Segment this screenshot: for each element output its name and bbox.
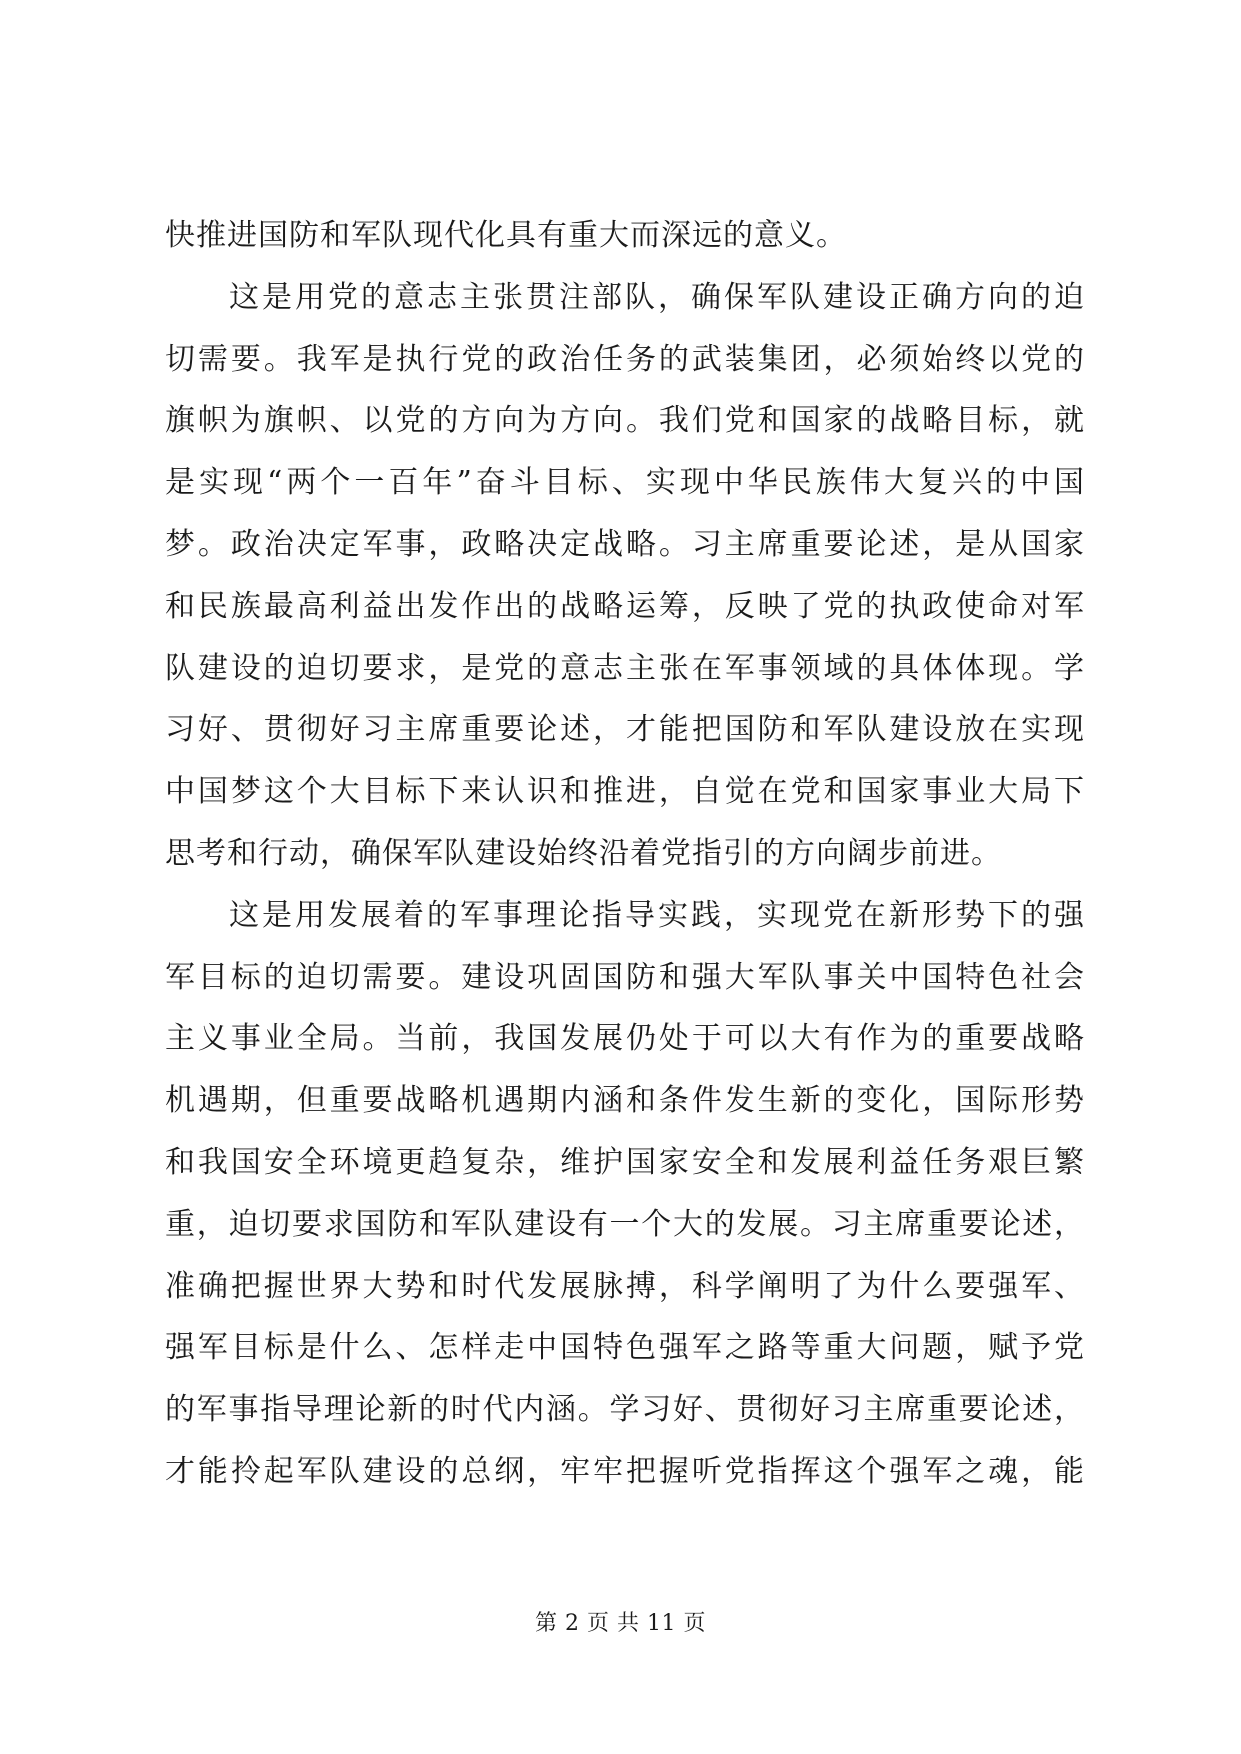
text-line: 强军目标是什么、怎样走中国特色强军之路等重大问题，赋予党 xyxy=(165,1330,1085,1366)
text-line: 主义事业全局。当前，我国发展仍处于可以大有作为的重要战略 xyxy=(165,1021,1085,1057)
text-line: 准确把握世界大势和时代发展脉搏，科学阐明了为什么要强军、 xyxy=(165,1268,1085,1304)
text-line: 和我国安全环境更趋复杂，维护国家安全和发展利益任务艰巨繁 xyxy=(165,1144,1085,1180)
page-number-footer: 第 2 页 共 11 页 xyxy=(535,1611,706,1636)
text-line: 队建设的迫切要求，是党的意志主张在军事领域的具体体现。学 xyxy=(165,650,1085,686)
text-line: 才能拎起军队建设的总纲，牢牢把握听党指挥这个强军之魂，能 xyxy=(165,1453,1085,1489)
text-line: 这是用党的意志主张贯注部队，确保军队建设正确方向的迫 xyxy=(229,279,1085,315)
text-line: 习好、贯彻好习主席重要论述，才能把国防和军队建设放在实现 xyxy=(165,712,1085,748)
text-line: 的军事指导理论新的时代内涵。学习好、贯彻好习主席重要论述， xyxy=(165,1392,1085,1428)
text-line: 切需要。我军是执行党的政治任务的武装集团，必须始终以党的 xyxy=(165,341,1085,377)
body-text xyxy=(165,205,1085,1503)
text-line: 中国梦这个大目标下来认识和推进，自觉在党和国家事业大局下 xyxy=(165,774,1085,810)
text-line: 和民族最高利益出发作出的战略运筹，反映了党的执政使命对军 xyxy=(165,588,1085,624)
text-line: 旗帜为旗帜、以党的方向为方向。我们党和国家的战略目标，就 xyxy=(165,403,1085,439)
text-line: 这是用发展着的军事理论指导实践，实现党在新形势下的强 xyxy=(229,897,1085,933)
text-line: 机遇期，但重要战略机遇期内涵和条件发生新的变化，国际形势 xyxy=(165,1083,1085,1119)
text-line: 重，迫切要求国防和军队建设有一个大的发展。习主席重要论述， xyxy=(165,1206,1085,1242)
text-line: 快推进国防和军队现代化具有重大而深远的意义。 xyxy=(165,218,847,253)
text-line: 军目标的迫切需要。建设巩固国防和强大军队事关中国特色社会 xyxy=(165,959,1085,995)
text-line: 思考和行动，确保军队建设始终沿着党指引的方向阔步前进。 xyxy=(165,835,1002,871)
text-line: 是实现“两个一百年”奋斗目标、实现中华民族伟大复兴的中国 xyxy=(165,465,1085,501)
text-line: 梦。政治决定军事，政略决定战略。习主席重要论述，是从国家 xyxy=(165,526,1085,562)
